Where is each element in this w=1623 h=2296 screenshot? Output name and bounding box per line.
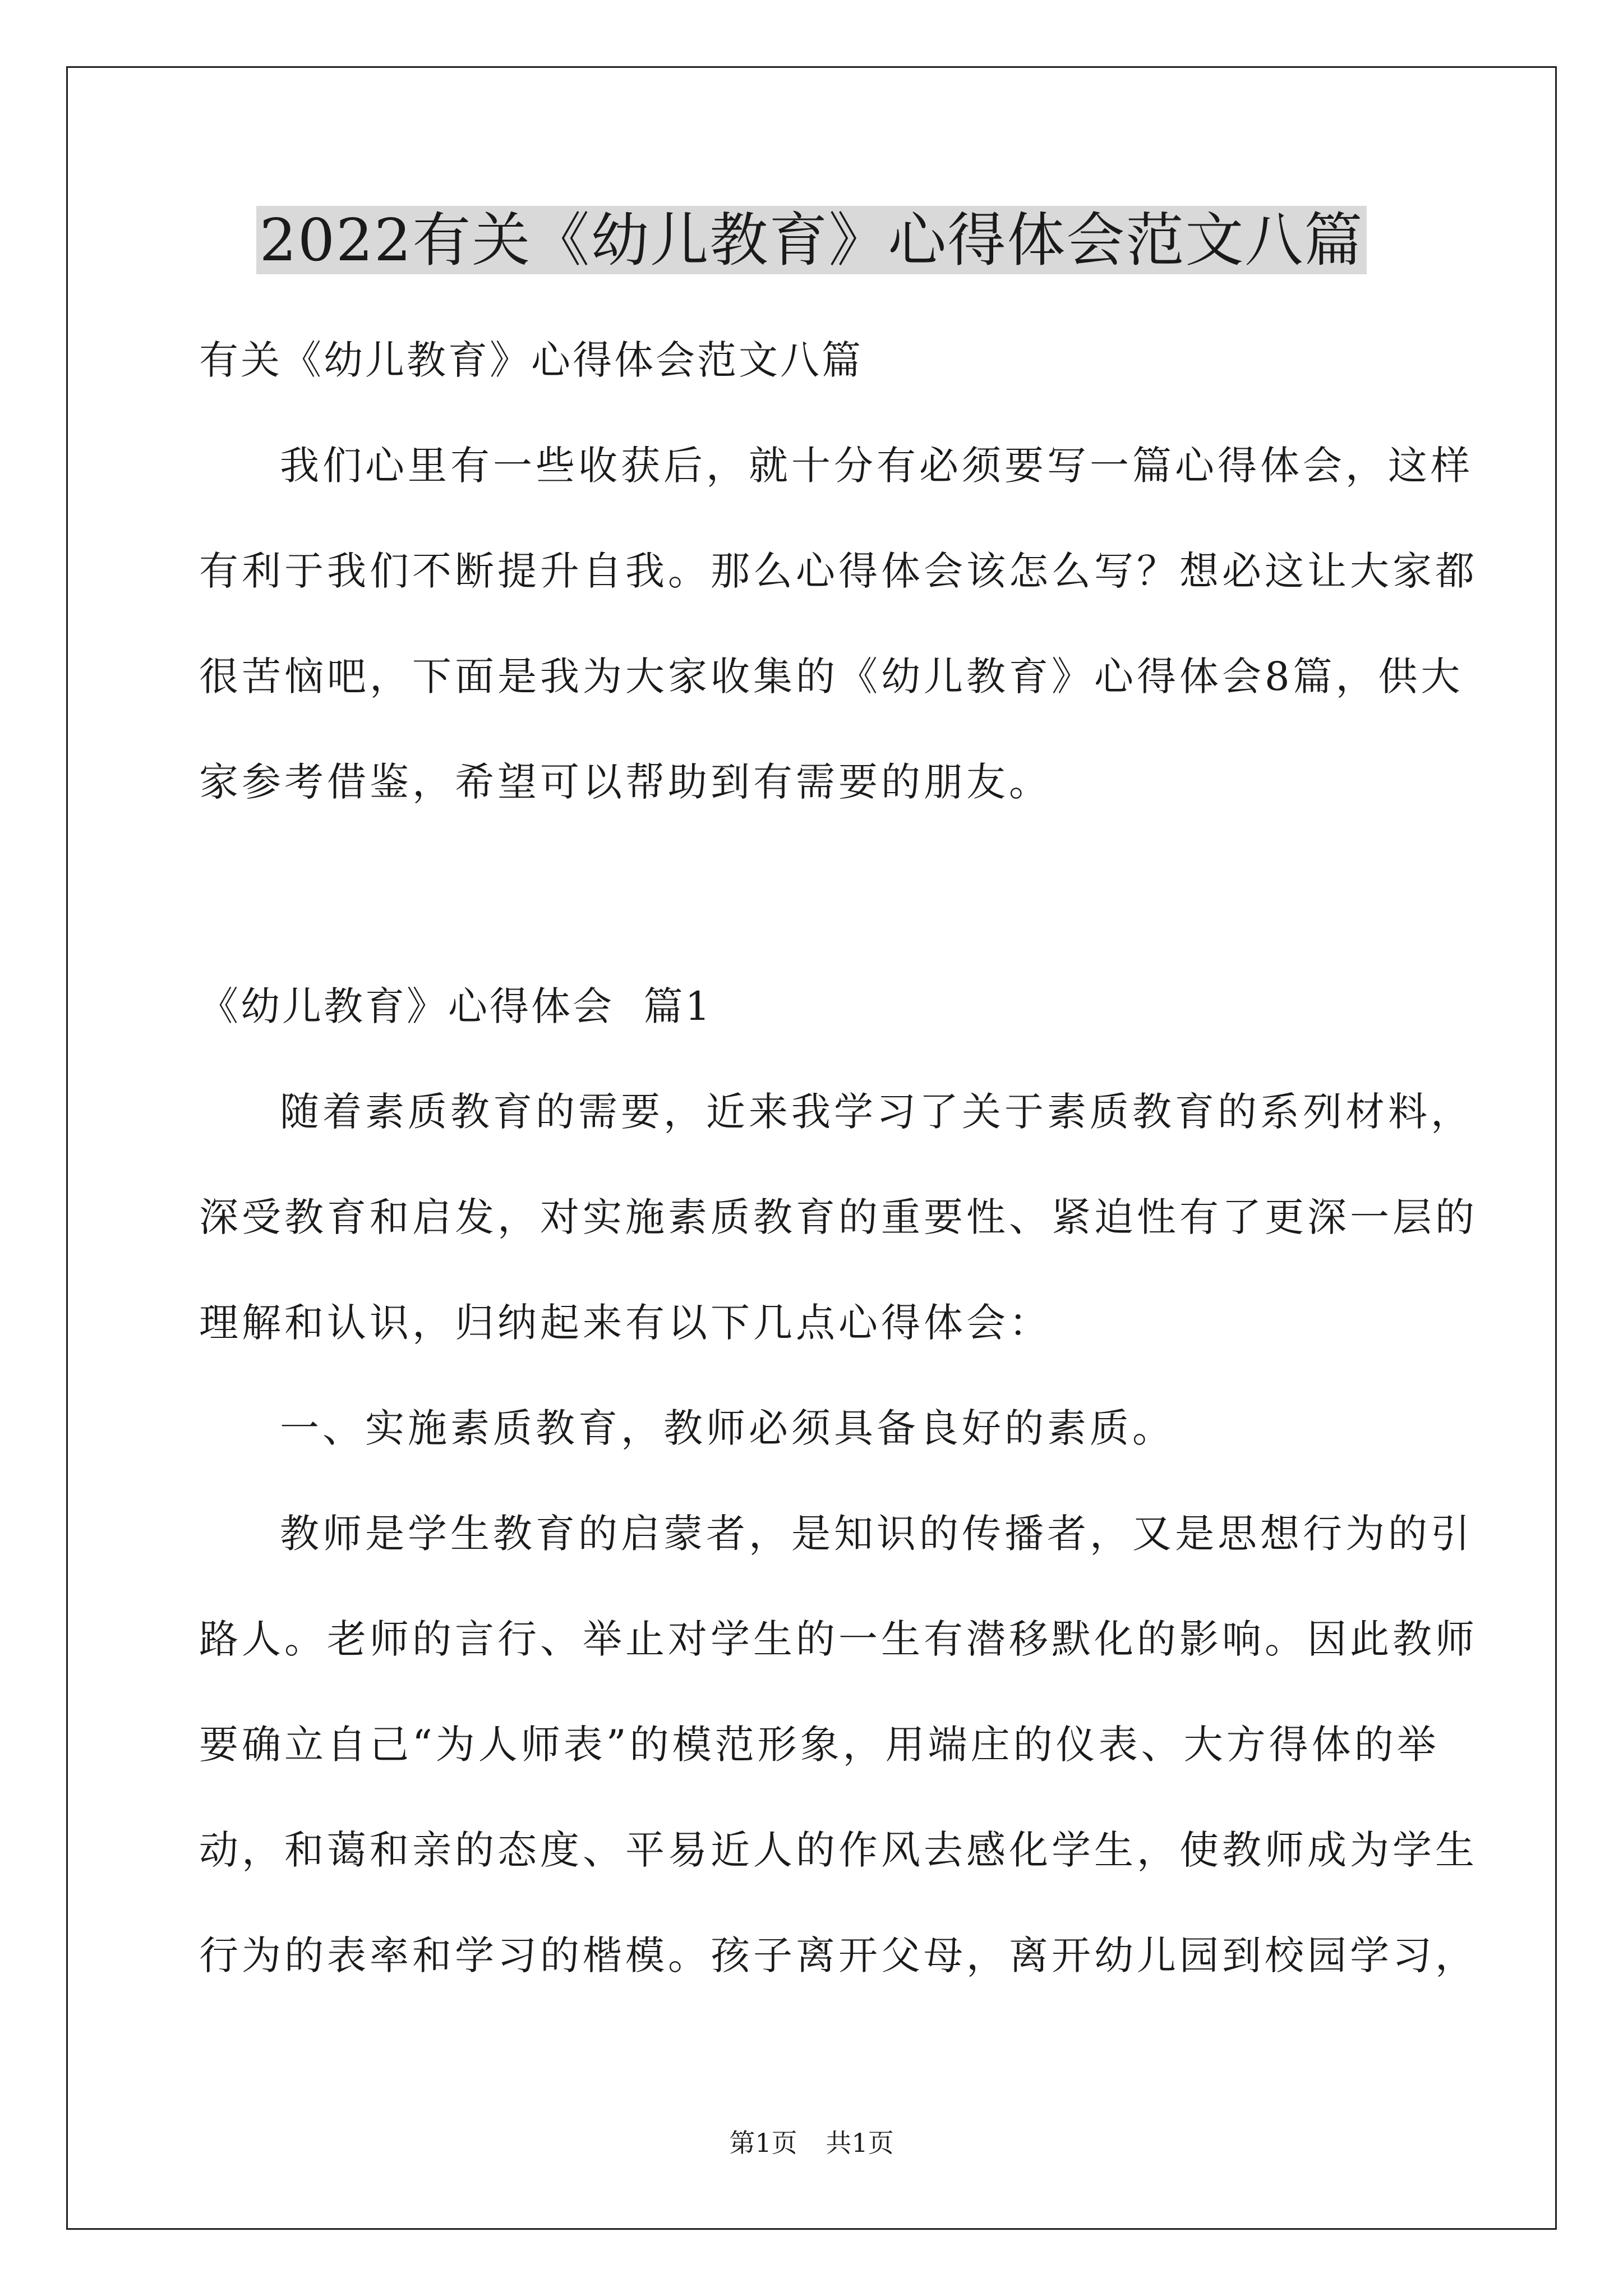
intro-line: 家参考借鉴，希望可以帮助到有需要的朋友。 [199, 759, 1052, 805]
subtitle: 有关《幼儿教育》心得体会范文八篇 [199, 337, 863, 383]
point-heading: 一、实施素质教育，教师必须具备良好的素质。 [280, 1405, 1175, 1451]
paragraph-line: 随着素质教育的需要，近来我学习了关于素质教育的系列材料， [280, 1089, 1473, 1135]
intro-line: 有利于我们不断提升自我。那么心得体会该怎么写？想必这让大家都 [199, 548, 1478, 594]
page-total: 共1页 [826, 2128, 894, 2158]
paragraph-line: 动，和蔼和亲的态度、平易近人的作风去感化学生，使教师成为学生 [199, 1827, 1478, 1873]
intro-line: 很苦恼吧，下面是我为大家收集的《幼儿教育》心得体会8篇，供大 [199, 654, 1464, 700]
document-title-text: 2022有关《幼儿教育》心得体会范文八篇 [256, 206, 1367, 274]
document-body [199, 307, 1478, 2008]
paragraph-line: 理解和认识，归纳起来有以下几点心得体会： [199, 1300, 1052, 1346]
paragraph-line: 要确立自己“为人师表”的模范形象，用端庄的仪表、大方得体的举 [199, 1722, 1440, 1768]
paragraph-line: 路人。老师的言行、举止对学生的一生有潜移默化的影响。因此教师 [199, 1616, 1478, 1662]
page-number: 第1页 [729, 2128, 797, 2158]
section-gap [199, 835, 1427, 954]
page-footer [0, 2126, 1623, 2160]
intro-line: 我们心里有一些收获后，就十分有必须要写一篇心得体会，这样 [280, 443, 1473, 489]
paragraph-line: 深受教育和启发，对实施素质教育的重要性、紧迫性有了更深一层的 [199, 1194, 1478, 1240]
paragraph-line: 教师是学生教育的启蒙者，是知识的传播者，又是思想行为的引 [280, 1511, 1473, 1557]
document-title [0, 201, 1623, 279]
paragraph-line: 行为的表率和学习的楷模。孩子离开父母，离开幼儿园到校园学习， [199, 1932, 1478, 1978]
section-heading: 《幼儿教育》心得体会 篇1 [199, 983, 713, 1029]
